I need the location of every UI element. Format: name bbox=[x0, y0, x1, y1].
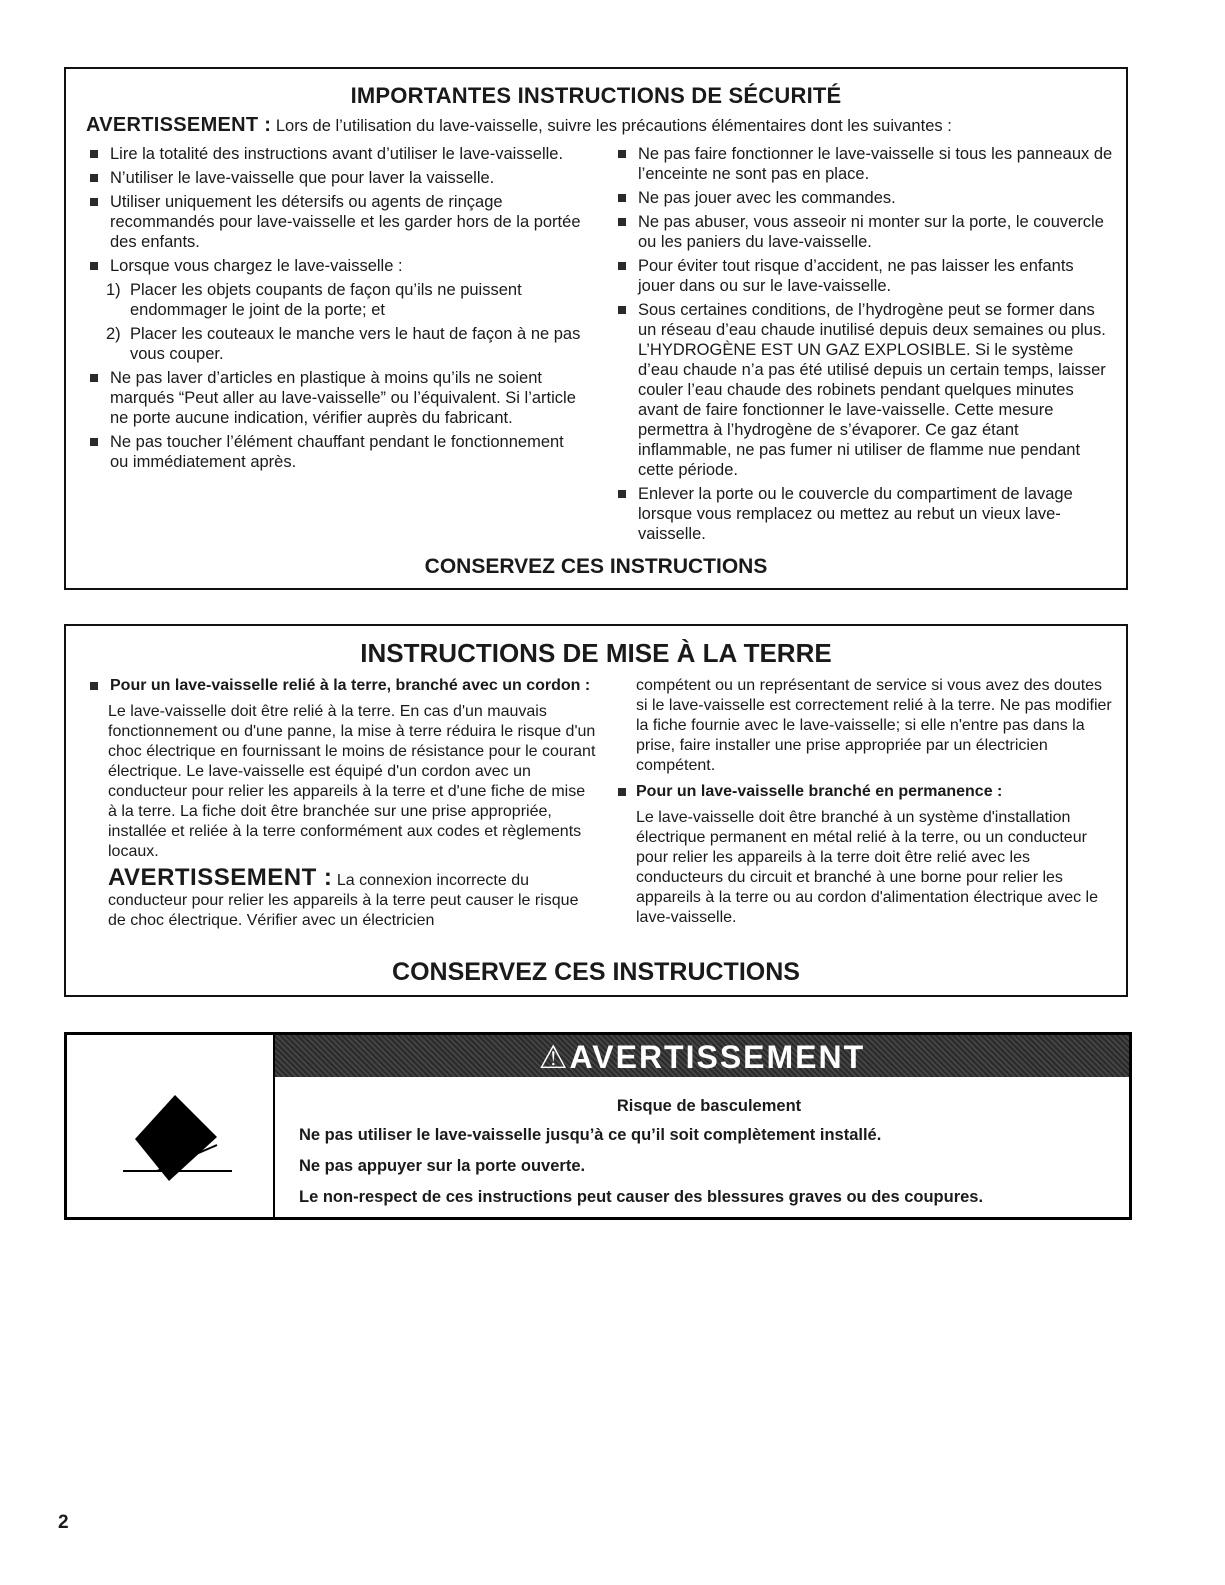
grounding-title: INSTRUCTIONS DE MISE À LA TERRE bbox=[360, 638, 832, 668]
corded-paragraph: Le lave-vaisselle doit être relié à la terre. En cas d'un mauvais fonctionnement ou d'une panne, la mise à terre réduira le risque d'un choc électrique en fournissant le moins de résistance pour le courant électrique. Le lave-vaisselle est équipé d'un cordon avec un conducteur pour relier les appareils à la terre et d'une fiche de mise à la terre. La fiche doit être branchée sur une prise appropriée, installée et reliée à la terre conformément aux codes et règlements locaux. bbox=[108, 703, 596, 860]
continuation-paragraph: compétent ou un représentant de service si vous avez des doutes si le lave-vaisselle est correctement relié à la terre. Ne pas modifier la fiche fournie avec le lave-vaisselle; si elle n'entre pas dans la prise, faire installer une prise appropriée par un électricien compétent. bbox=[636, 677, 1112, 774]
tip-over-icon-cell bbox=[67, 1035, 275, 1217]
tip-over-warning-box bbox=[64, 1032, 1132, 1220]
item-text: Placer les couteaux le manche vers le haut de façon à ne pas vous couper. bbox=[130, 325, 581, 363]
warning-text: Lors de l’utilisation du lave-vaisselle, suivre les précautions élémentaires dont les suivantes : bbox=[275, 117, 952, 135]
warning-text: La connexion incorrecte du conducteur pour relier les appareils à la terre peut causer le risque de choc électrique. Vérifier avec un électricien bbox=[108, 872, 579, 929]
page-number: 2 bbox=[58, 1512, 69, 1533]
safety-intro bbox=[86, 114, 952, 137]
list-item: N’utiliser le lave-vaisselle que pour laver la vaisselle. bbox=[86, 168, 586, 188]
list-item: Ne pas toucher l’élément chauffant pendant le fonctionnement ou immédiatement après. bbox=[86, 432, 586, 472]
safety-left-column bbox=[86, 144, 586, 476]
list-item: Ne pas laver d’articles en plastique à moins qu’ils ne soient marqués “Peut aller au lave-vaisselle” ou l’équivalent. Si l’article ne porte aucune indication, vérifier auprès du fabricant. bbox=[86, 368, 586, 428]
safety-footer: CONSERVEZ CES INSTRUCTIONS bbox=[424, 555, 768, 578]
grounding-footer: CONSERVEZ CES INSTRUCTIONS bbox=[392, 958, 800, 986]
warning-triangle-icon: ⚠ bbox=[538, 1039, 570, 1075]
list-item: Ne pas abuser, vous asseoir ni monter sur la porte, le couvercle ou les paniers du lave-vaisselle. bbox=[614, 212, 1114, 252]
grounding-left-column bbox=[86, 676, 596, 931]
list-item: Lorsque vous chargez le lave-vaisselle : bbox=[86, 256, 586, 276]
list-item: Sous certaines conditions, de l’hydrogène peut se former dans un réseau d’eau chaude inutilisé depuis deux semaines ou plus. L’HYDROGÈNE EST UN GAZ EXPLOSIBLE. Si le système d’eau chaude n’a pas été utilisé depuis un certain temps, laisser couler l’eau chaude des robinets pendant quelques minutes avant de faire fonctionner le lave-vaisselle. Cette mesure permettra à l’hydrogène de s’évaporer. Ce gaz étant inflammable, ne pas fumer ni utiliser de flamme nue pendant cette période. bbox=[614, 300, 1114, 480]
warning-label: AVERTISSEMENT : bbox=[86, 114, 272, 136]
list-item: Ne pas jouer avec les commandes. bbox=[614, 188, 1114, 208]
safety-right-column bbox=[614, 144, 1114, 548]
permanent-heading: Pour un lave-vaisselle branché en permanence : bbox=[614, 782, 1114, 802]
list-item: Lire la totalité des instructions avant d’utiliser le lave-vaisselle. bbox=[86, 144, 586, 164]
list-item: Pour éviter tout risque d’accident, ne pas laisser les enfants jouer dans ou sur le lave-vaisselle. bbox=[614, 256, 1114, 296]
item-number: 2) bbox=[106, 325, 121, 343]
warning-line: Ne pas utiliser le lave-vaisselle jusqu’à ce qu’il soit complètement installé. bbox=[299, 1126, 882, 1144]
numbered-item bbox=[86, 280, 586, 320]
warning-label: AVERTISSEMENT : bbox=[108, 864, 333, 891]
list-item: Enlever la porte ou le couvercle du compartiment de lavage lorsque vous remplacez ou mettez au rebut un vieux lave-vaisselle. bbox=[614, 484, 1114, 544]
safety-title: IMPORTANTES INSTRUCTIONS DE SÉCURITÉ bbox=[350, 83, 842, 108]
hazard-subtitle: Risque de basculement bbox=[616, 1097, 802, 1115]
grounding-warning bbox=[86, 864, 596, 931]
warning-line: Ne pas appuyer sur la porte ouverte. bbox=[299, 1157, 586, 1175]
permanent-paragraph: Le lave-vaisselle doit être branché à un système d'installation électrique permanent en métal relié à la terre, ou un conducteur pour relier les appareils à la terre doit être relié avec les conducteurs du circuit et branché à une borne pour relier les appareils à la terre ou au cordon d'alimentation électrique avec le lave-vaisselle. bbox=[636, 809, 1098, 926]
grounding-instructions-box bbox=[64, 624, 1128, 997]
grounding-right-column bbox=[614, 676, 1114, 928]
warning-lines bbox=[299, 1097, 1119, 1219]
item-text: Placer les objets coupants de façon qu’ils ne puissent endommager le joint de la porte; et bbox=[130, 281, 522, 319]
numbered-item bbox=[86, 324, 586, 364]
safety-instructions-box bbox=[64, 67, 1128, 590]
warning-line: Le non-respect de ces instructions peut causer des blessures graves ou des coupures. bbox=[299, 1188, 984, 1206]
corded-heading: Pour un lave-vaisselle relié à la terre, branché avec un cordon : bbox=[86, 676, 596, 696]
list-item: Utiliser uniquement les détersifs ou agents de rinçage recommandés pour lave-vaisselle et les garder hors de la portée des enfants. bbox=[86, 192, 586, 252]
warning-banner bbox=[275, 1035, 1129, 1077]
banner-label: AVERTISSEMENT bbox=[569, 1039, 866, 1075]
list-item: Ne pas faire fonctionner le lave-vaisselle si tous les panneaux de l’enceinte ne sont pas en place. bbox=[614, 144, 1114, 184]
item-number: 1) bbox=[106, 281, 121, 299]
tip-over-icon bbox=[67, 1035, 275, 1217]
